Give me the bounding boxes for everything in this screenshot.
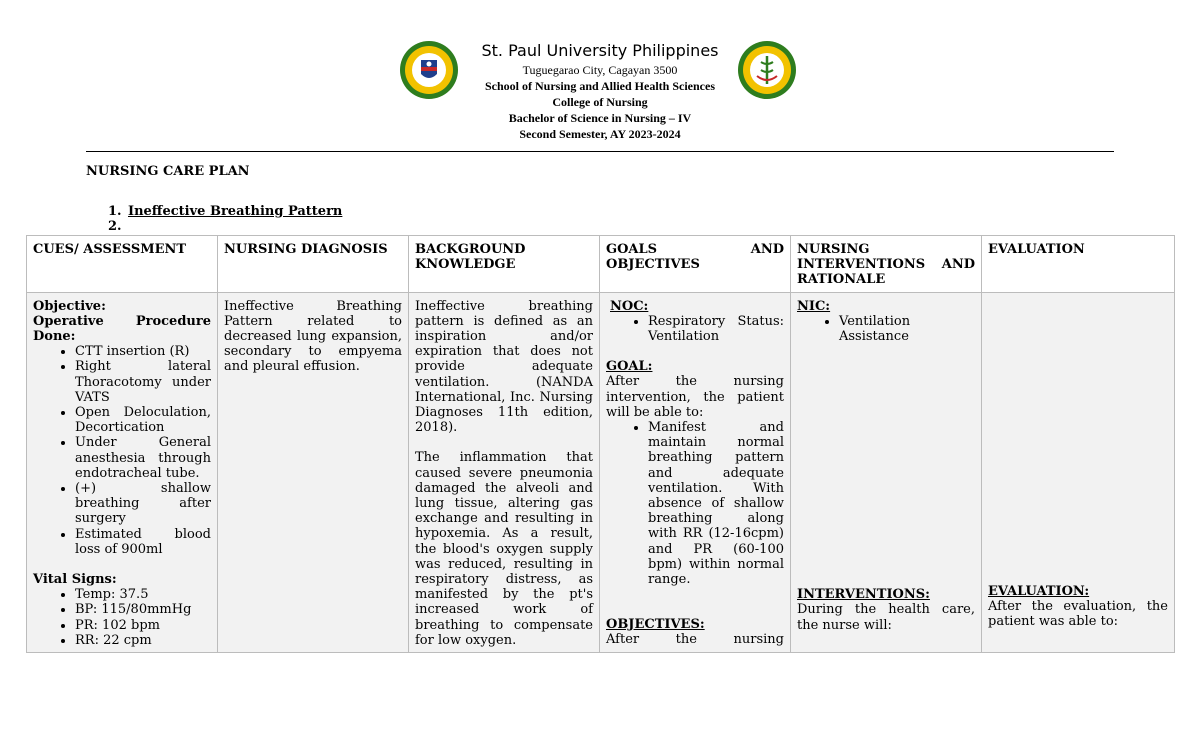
evaluation-label: EVALUATION:: [988, 583, 1090, 599]
header-divider: [86, 151, 1114, 152]
goal-label: GOAL:: [606, 359, 653, 375]
list-item: • PR: 102 bpm: [75, 618, 211, 633]
list-item: • Respiratory Status: Ventilation: [648, 314, 784, 344]
list-item: • Manifest and maintain normal breathing pattern and adequate ventilation. With absence of shallow breathing along with RR (12-16cpm) and PR (60-100 bpm) within normal range.: [648, 420, 784, 587]
list-item-label: Ineffective Breathing Pattern: [128, 204, 343, 219]
list-item: 1. Ineffective Breathing Pattern: [108, 204, 343, 219]
objective-label: Objective:: [33, 298, 106, 314]
header-interventions: NURSING INTERVENTIONS AND RATIONALE: [791, 236, 982, 293]
college-name: College of Nursing: [552, 95, 648, 109]
list-item: • Right lateral Thoracotomy under VATS: [75, 359, 211, 405]
list-item: • BP: 115/80mmHg: [75, 602, 211, 617]
procedure-label: Operative Procedure Done:: [33, 313, 211, 345]
noc-label: NOC:: [610, 298, 649, 314]
school-name: School of Nursing and Allied Health Sciences: [484, 79, 716, 93]
header-evaluation: EVALUATION: [982, 236, 1175, 293]
background-cell: [409, 292, 600, 652]
cues-cell: [27, 292, 218, 652]
noc-list: [606, 314, 784, 344]
vital-signs-label: Vital Signs:: [33, 572, 117, 588]
list-item: • RR: 22 cpm: [75, 633, 211, 648]
document-title: NURSING CARE PLAN: [86, 164, 250, 179]
nic-list: [797, 314, 975, 344]
procedure-list: [33, 344, 211, 557]
evaluation-text: After the evaluation, the patient was able to:: [988, 598, 1168, 630]
list-item: • CTT insertion (R): [75, 344, 211, 359]
objectives-text: After the nursing: [606, 632, 784, 648]
interventions-label: INTERVENTIONS:: [797, 587, 930, 603]
evaluation-cell: [982, 292, 1175, 652]
header-diagnosis: NURSING DIAGNOSIS: [218, 236, 409, 293]
interventions-cell: [791, 292, 982, 652]
vital-signs-list: [33, 587, 211, 648]
list-item: • (+) shallow breathing after surgery: [75, 481, 211, 527]
table-header-row: [27, 236, 1175, 293]
list-item: • Open Deloculation, Decortication: [75, 405, 211, 435]
nic-label: NIC:: [797, 298, 831, 314]
background-paragraph: The inflammation that caused severe pneumonia damaged the alveoli and lung tissue, altering gas exchange and resulting in hypoxemia. As a result, the blood's oxygen supply was reduced, resulting in respiratory distress, as manifested by the pt's increased work of breathing to compensate for low oxygen.: [415, 450, 593, 648]
header-goals: GOALS AND OBJECTIVES: [600, 236, 791, 293]
list-item: • Under General anesthesia through endotracheal tube.: [75, 435, 211, 481]
goal-text: After the nursing intervention, the patient will be able to:: [606, 374, 784, 420]
goal-list: [606, 420, 784, 587]
list-item: • Temp: 37.5: [75, 587, 211, 602]
objectives-label: OBJECTIVES:: [606, 617, 705, 633]
background-paragraph: Ineffective breathing pattern is defined as an inspiration and/or expiration that does not provide adequate ventilation. (NANDA International, Inc. Nursing Diagnoses 11th edition, 2018).: [415, 298, 593, 436]
diagnosis-list: [108, 204, 342, 234]
table-row: [27, 292, 1175, 652]
care-plan-table: [26, 235, 1175, 653]
list-item: • Estimated blood loss of 900ml: [75, 527, 211, 557]
diagnosis-cell: Ineffective Breathing Pattern related to decreased lung expansion, secondary to empyema and pleural effusion.: [218, 292, 409, 652]
university-city: Tuguegarao City, Cagayan 3500: [522, 63, 678, 77]
list-item: • Ventilation Assistance: [839, 314, 975, 344]
program-name: Bachelor of Science in Nursing – IV: [508, 111, 692, 125]
list-item: 2.: [108, 219, 122, 234]
header-cues: CUES/ ASSESSMENT: [27, 236, 218, 293]
semester: Second Semester, AY 2023-2024: [519, 127, 681, 141]
university-name: St. Paul University Philippines: [481, 41, 719, 60]
document-header: [0, 40, 1200, 142]
goals-cell: [600, 292, 791, 652]
header-background: BACKGROUND KNOWLEDGE: [409, 236, 600, 293]
interventions-text: During the health care, the nurse will:: [797, 602, 975, 633]
